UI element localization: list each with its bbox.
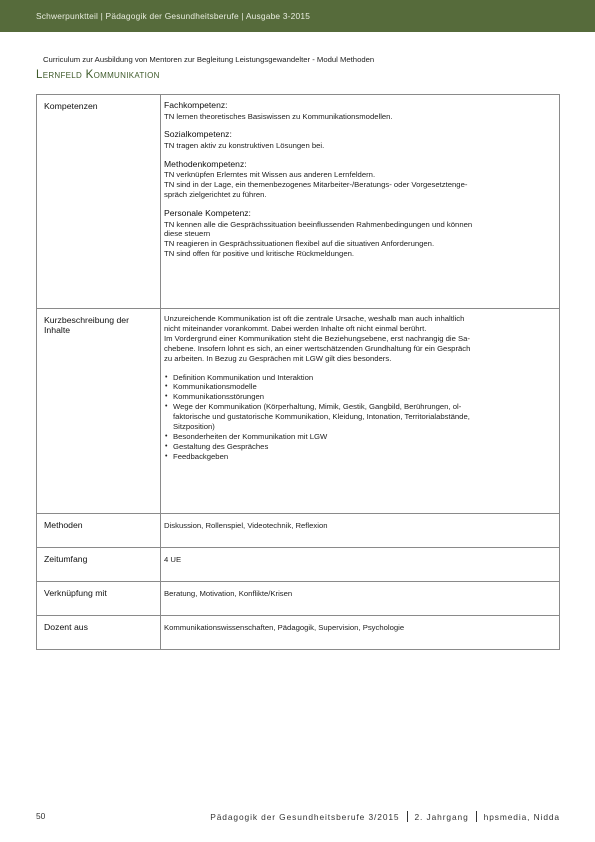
personale-kompetenz-block [164,208,553,259]
methodenkompetenz-block [164,159,553,200]
row-value-kurzbeschreibung [161,309,560,514]
table-row-dozent [37,616,560,650]
text-line: zu arbeiten. In Bezug zu Gesprächen mit LGW gilt dies besonders. [164,353,392,363]
row-value-kompetenzen [161,95,560,309]
text-line: Im Vordergrund einer Kommunikation steht die Beziehungsebene, erst nachrangig die Sa- [164,333,470,343]
page-number: 50 [36,811,46,821]
bullet-icon: • [165,393,168,401]
table-row-methoden [37,514,560,548]
methodenkompetenz-heading: Methodenkompetenz: [164,158,247,169]
bullet-icon: • [165,383,168,391]
footer-volume: 2. Jahrgang [414,812,469,822]
text-line: Definition Kommunikation und Interaktion [173,372,314,382]
text-line: Besonderheiten der Kommunikation mit LGW [173,431,328,441]
text-line: Gestaltung des Gespräches [173,441,269,451]
row-label-verknuepfung: Verknüpfung mit [37,582,161,616]
text-line: Sitzposition) [173,422,215,432]
row-label-kompetenzen: Kompetenzen [37,95,161,309]
footer-divider [476,811,477,822]
list-item [164,432,553,442]
text-line: diese steuern [164,229,211,239]
fachkompetenz-heading: Fachkompetenz: [164,100,228,110]
text-line: TN verknüpfen Erlerntes mit Wissen aus anderen Lernfeldern. [164,170,376,180]
text-line: TN sind in der Lage, ein themenbezogenes Mitarbeiter-/Beratungs- oder Vorgesetztenge- [164,180,468,190]
row-label-kurzbeschreibung: Kurzbeschreibung der Inhalte [37,309,161,514]
row-label-zeitumfang: Zeitumfang [37,548,161,582]
text-line: TN sind offen für positive und kritische Rückmeldungen. [164,249,355,259]
fachkompetenz-block [164,100,553,121]
text-line: faktorische und gustatorische Kommunikation, Kleidung, Intonation, Territorialabstände, [173,412,470,422]
footer-publisher: hpsmedia, Nidda [483,812,560,822]
text-line: TN lernen theoretisches Basiswissen zu Kommunikationsmodellen. [164,111,393,121]
text-line: Kommunikationsstörungen [173,392,265,402]
text-line: TN tragen aktiv zu konstruktiven Lösungen bei. [164,140,325,150]
banner-text: Schwerpunktteil | Pädagogik der Gesundheitsberufe | Ausgabe 3-2015 [36,11,311,21]
table-row-zeitumfang [37,548,560,582]
bullet-icon: • [165,432,168,440]
list-item [164,382,553,392]
list-item [164,373,553,383]
table-row-kompetenzen [37,95,560,309]
row-value-verknuepfung: Beratung, Motivation, Konflikte/Krisen [161,582,560,616]
curriculum-table [36,94,560,650]
sozialkompetenz-heading: Sozialkompetenz: [164,129,232,140]
bullet-icon: • [165,403,168,411]
table-row-verknuepfung [37,582,560,616]
list-item [164,402,553,432]
personale-kompetenz-heading: Personale Kompetenz: [164,208,251,219]
description-paragraph [164,314,553,364]
text-line: nicht miteinander vorankommt. Dabei werden Inhalte oft nicht einmal berührt. [164,323,427,333]
content-bullet-list [164,373,553,462]
top-banner [0,0,595,32]
list-item [164,392,553,402]
row-value-dozent: Kommunikationswissenschaften, Pädagogik, Supervision, Psychologie [161,616,560,650]
row-label-dozent: Dozent aus [37,616,161,650]
bullet-icon: • [165,373,168,381]
list-item [164,442,553,452]
footer-journal-info [210,811,560,822]
text-line: Wege der Kommunikation (Körperhaltung, Mimik, Gestik, Gangbild, Berührungen, ol- [173,402,462,412]
bullet-icon: • [165,452,168,460]
text-line: TN kennen alle die Gesprächssituation beeinflussenden Rahmenbedingungen und können [164,219,473,229]
footer-divider [407,811,408,822]
list-item [164,452,553,462]
document-subtitle: Curriculum zur Ausbildung von Mentoren zur Begleitung Leistungsgewandelter - Modul Methoden [43,55,375,64]
footer-journal: Pädagogik der Gesundheitsberufe 3/2015 [210,812,400,822]
text-line: TN reagieren in Gesprächssituationen flexibel auf die situativen Anforderungen. [164,239,435,249]
text-line: chebene. Insofern lohnt es sich, an einer wertschätzenden Grundhaltung für ein Gespräch [164,343,471,353]
row-value-methoden: Diskussion, Rollenspiel, Videotechnik, Reflexion [161,514,560,548]
text-line: Unzureichende Kommunikation ist oft die zentrale Ursache, weshalb man auch inhaltlich [164,314,465,323]
bullet-icon: • [165,442,168,450]
text-line: Feedbackgeben [173,451,229,461]
text-line: Kommunikationsmodelle [173,382,257,392]
section-title: Lernfeld Kommunikation [36,69,160,81]
sozialkompetenz-block [164,129,553,150]
text-line: spräch zielgerichtet zu führen. [164,190,267,200]
row-label-methoden: Methoden [37,514,161,548]
row-value-zeitumfang: 4 UE [161,548,560,582]
table-row-kurzbeschreibung [37,309,560,514]
